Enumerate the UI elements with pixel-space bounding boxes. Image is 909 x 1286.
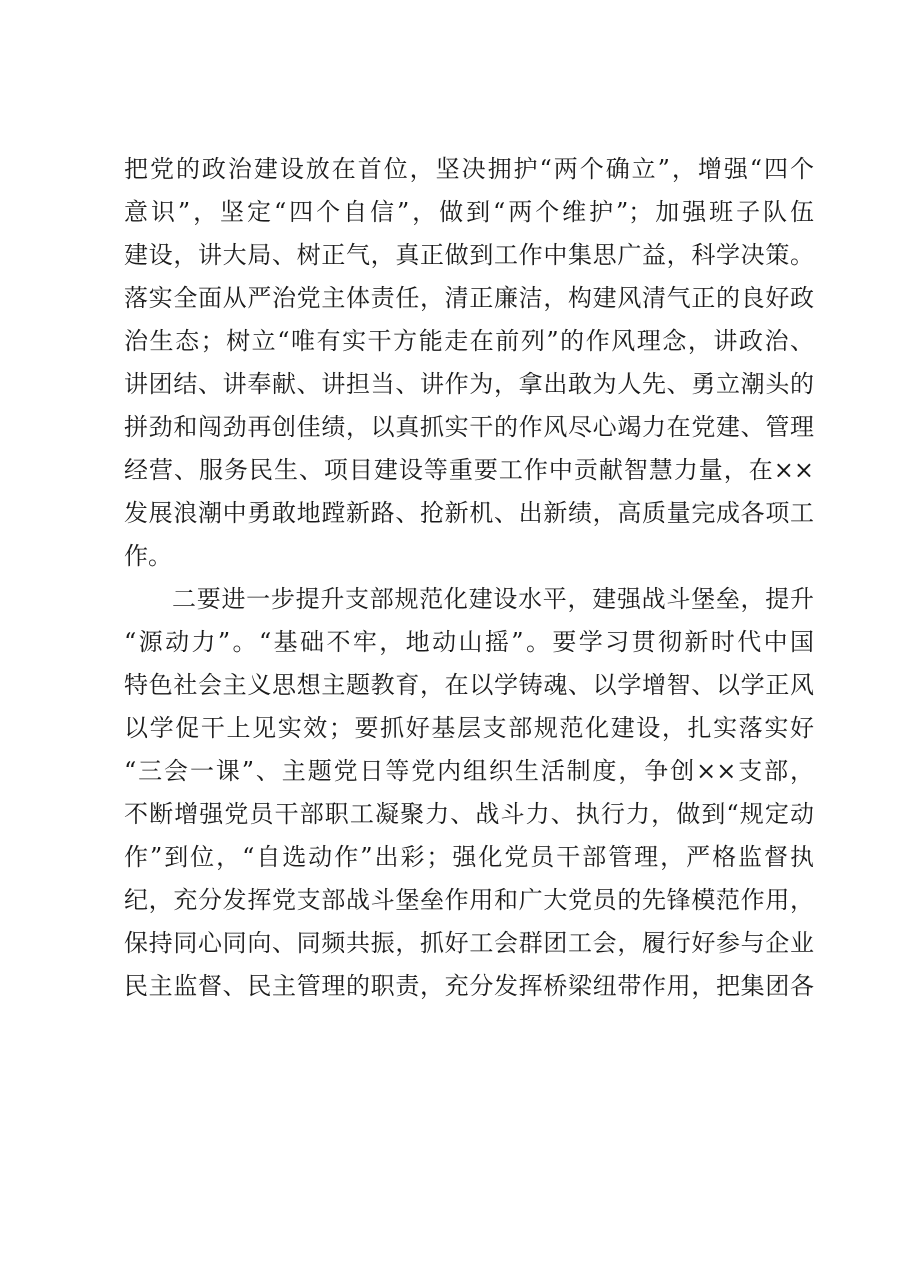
text-line: 经营、服务民生、项目建设等重要工作中贡献智慧力量，在×× <box>124 456 814 484</box>
text-line: 民主监督、民主管理的职责，充分发挥桥梁纽带作用，把集团各 <box>124 972 814 1000</box>
text-line: 建设，讲大局、树正气，真正做到工作中集思广益，科学决策。 <box>124 241 814 269</box>
text-line: 作。 <box>124 542 172 570</box>
text-line: 不断增强党员干部职工凝聚力、战斗力、执行力，做到“规定动 <box>124 800 814 828</box>
text-line: 发展浪潮中勇敢地蹚新路、抢新机、出新绩，高质量完成各项工 <box>124 499 814 527</box>
text-line: 保持同心同向、同频共振，抓好工会群团工会，履行好参与企业 <box>124 929 814 957</box>
text-line: “源动力”。“基础不牢，地动山摇”。要学习贯彻新时代中国 <box>124 628 814 656</box>
text-line: 治生态；树立“唯有实干方能走在前列”的作风理念，讲政治、 <box>124 327 814 355</box>
paragraph-2 <box>124 578 814 1008</box>
text-line: 二要进一步提升支部规范化建设水平，建强战斗堡垒，提升 <box>172 585 814 613</box>
text-line: 讲团结、讲奉献、讲担当、讲作为，拿出敢为人先、勇立潮头的 <box>124 370 814 398</box>
text-line: 拼劲和闯劲再创佳绩，以真抓实干的作风尽心竭力在党建、管理 <box>124 413 814 441</box>
text-line: 把党的政治建设放在首位，坚决拥护“两个确立”，增强“四个 <box>124 155 814 183</box>
text-line: 以学促干上见实效；要抓好基层支部规范化建设，扎实落实好 <box>124 714 814 742</box>
text-line: “三会一课”、主题党日等党内组织生活制度，争创××支部， <box>124 757 814 785</box>
text-line: 纪，充分发挥党支部战斗堡垒作用和广大党员的先锋模范作用， <box>124 886 814 914</box>
text-line: 落实全面从严治党主体责任，清正廉洁，构建风清气正的良好政 <box>124 284 814 312</box>
paragraph-1 <box>124 148 814 578</box>
text-line: 意识”，坚定“四个自信”，做到“两个维护”；加强班子队伍 <box>124 198 814 226</box>
text-line: 特色社会主义思想主题教育，在以学铸魂、以学增智、以学正风 <box>124 671 814 699</box>
document-body <box>124 148 814 1008</box>
text-line: 作”到位，“自选动作”出彩；强化党员干部管理，严格监督执 <box>124 843 814 871</box>
